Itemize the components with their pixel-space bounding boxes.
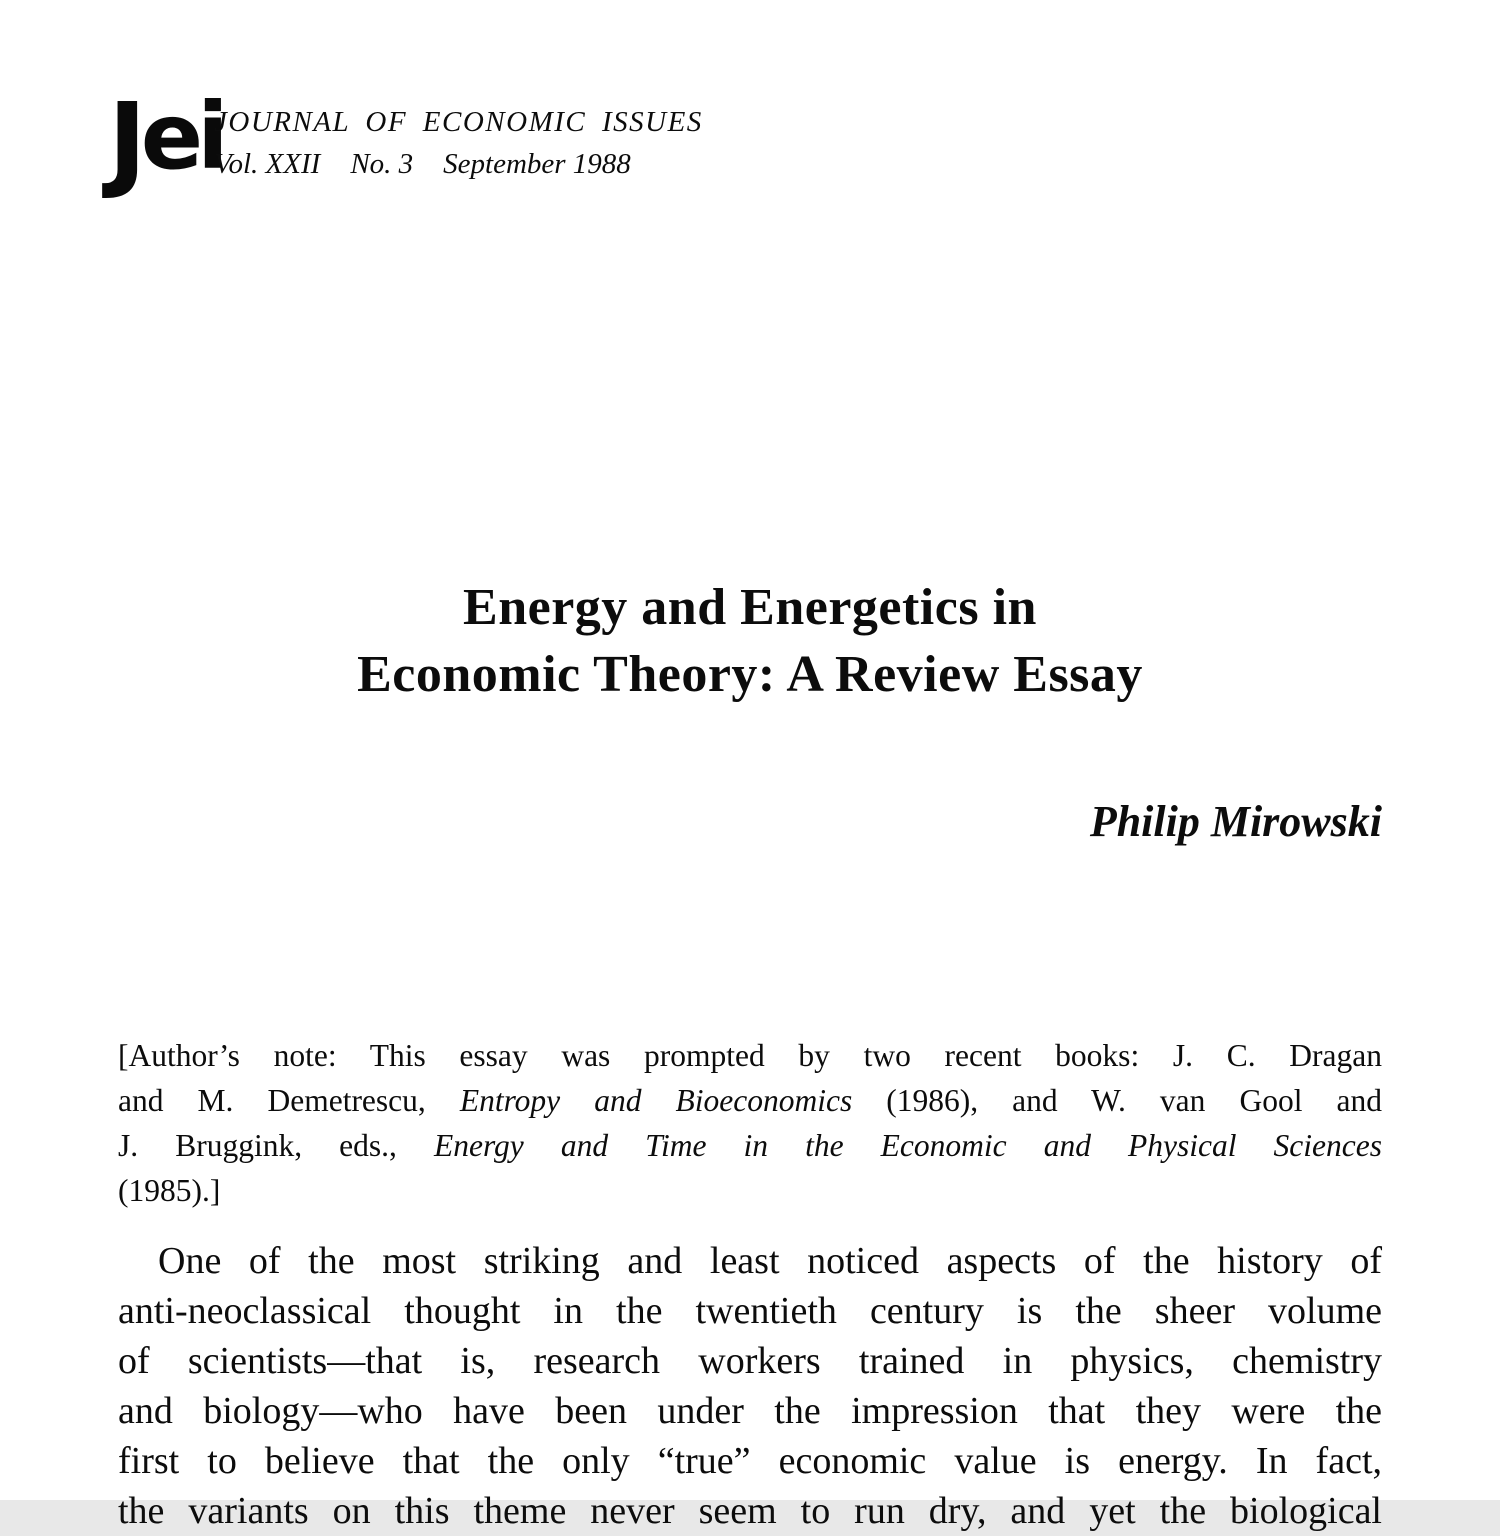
volume-label: Vol. XXII — [214, 148, 321, 180]
author-name: Philip Mirowski — [1089, 797, 1382, 846]
issue-date: September 1988 — [443, 148, 631, 180]
jei-logo-ei: ei — [140, 83, 223, 190]
article-title-line-1: Energy and Energetics in — [463, 579, 1037, 636]
masthead-text — [214, 101, 703, 185]
body-line-4: and biology—who have been under the impression that they were the — [118, 1390, 1382, 1432]
article-title-line-2: Economic Theory: A Review Essay — [357, 646, 1143, 703]
issue-number: No. 3 — [350, 148, 414, 180]
volume-line — [214, 143, 703, 185]
journal-title: JOURNAL OF ECONOMIC ISSUES — [214, 106, 703, 138]
note-line-2-text-after: (1986), and W. van Gool and — [852, 1083, 1382, 1118]
body-line-2: anti-neoclassical thought in the twentieth century is the sheer volume — [118, 1290, 1382, 1332]
jei-logo — [108, 80, 223, 202]
note-line-4: (1985).] — [118, 1173, 221, 1208]
article-title — [118, 574, 1382, 708]
note-line-2-book-title: Entropy and Bioeconomics — [459, 1083, 853, 1118]
body-line-1: One of the most striking and least noticed aspects of the history of — [158, 1240, 1382, 1282]
body-paragraph — [118, 1236, 1382, 1536]
note-line-1: [Author’s note: This essay was prompted by two recent books: J. C. Dragan — [118, 1038, 1382, 1073]
note-line-2-text: and M. Demetrescu, — [118, 1083, 460, 1118]
note-line-2 — [118, 1078, 1382, 1123]
note-line-3 — [118, 1123, 1382, 1168]
jei-logo-j: J — [108, 80, 141, 202]
authors-note — [118, 1033, 1382, 1213]
body-line-5: first to believe that the only “true” economic value is energy. In fact, — [118, 1440, 1382, 1482]
body-line-3: of scientists—that is, research workers trained in physics, chemistry — [118, 1340, 1382, 1382]
note-line-3-text: J. Bruggink, eds., — [118, 1128, 434, 1163]
body-line-6-partial: the variants on this theme never seem to run dry, and yet the biological — [118, 1490, 1382, 1532]
note-line-3-book-title: Energy and Time in the Economic and Physical Sciences — [433, 1128, 1382, 1163]
